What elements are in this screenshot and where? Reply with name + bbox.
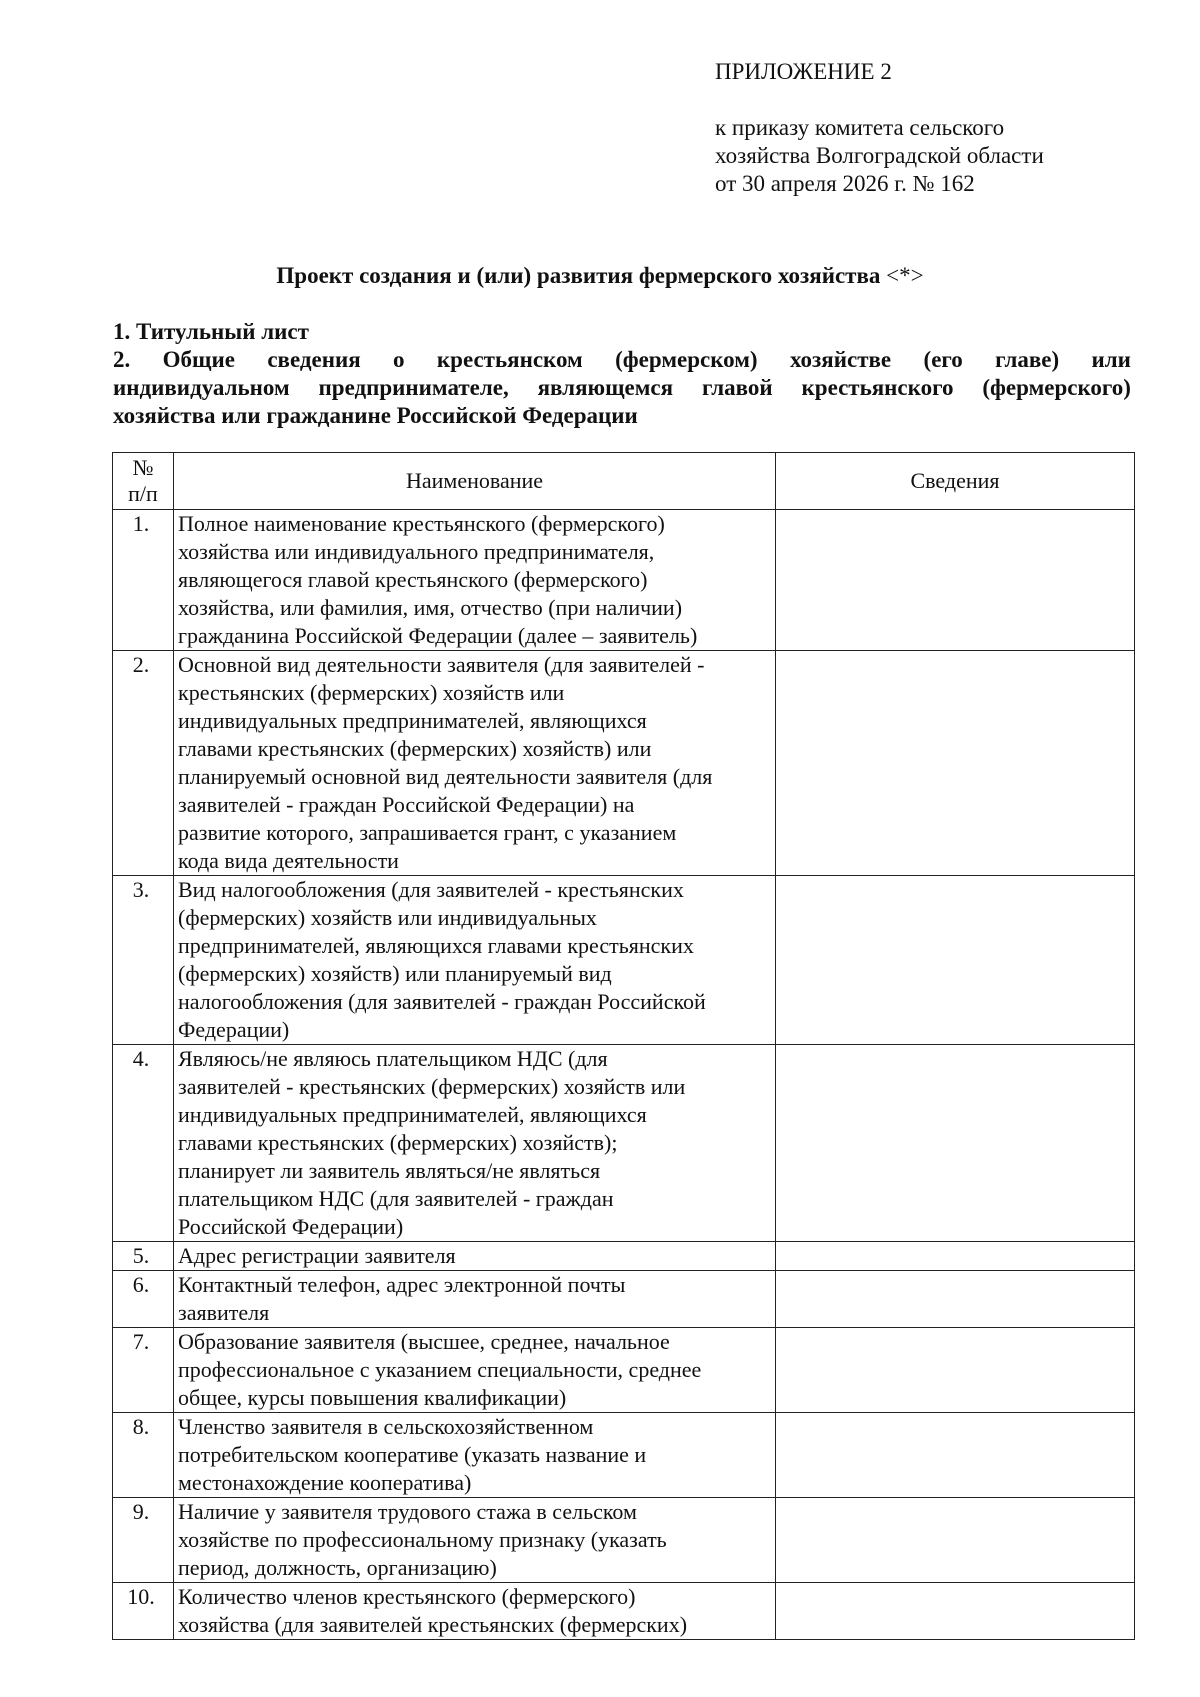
table-row: [113, 1045, 1135, 1242]
row-name-line: профессиональное с указанием специальности, среднее: [178, 1357, 702, 1382]
heading-word: индивидуальном: [113, 375, 290, 400]
row-name-line: Вид налогообложения (для заявителей - крестьянских: [178, 877, 684, 902]
row-name-line: индивидуальных предпринимателей, являющихся: [178, 1102, 647, 1127]
row-name-line: плательщиком НДС (для заявителей - граждан: [178, 1186, 614, 1211]
row-value-cell[interactable]: [776, 1413, 1135, 1498]
row-number: 2.: [113, 651, 174, 876]
row-name-line: развитие которого, запрашивается грант, с указанием: [178, 820, 677, 845]
row-name-line: Членство заявителя в сельскохозяйственном: [178, 1414, 594, 1439]
row-name-line: Наличие у заявителя трудового стажа в сельском: [178, 1499, 637, 1524]
table-row: [113, 1413, 1135, 1498]
row-number: 8.: [113, 1413, 174, 1498]
appendix-line: от 30 апреля 2026 г. № 162: [715, 171, 975, 196]
row-name-line: хозяйстве по профессиональному признаку (указать: [178, 1527, 667, 1552]
table-row: [113, 1583, 1135, 1640]
document-title-footnote-mark: <*>: [886, 263, 924, 288]
row-name-line: (фермерских) хозяйств) или планируемый вид: [178, 961, 612, 986]
column-header-number-line: п/п: [128, 481, 158, 506]
row-name-line: главами крестьянских (фермерских) хозяйств);: [178, 1130, 618, 1155]
heading-word: или: [1091, 347, 1131, 372]
heading-word: 2.: [113, 347, 131, 372]
row-name-line: кода вида деятельности: [178, 848, 399, 873]
row-value-cell[interactable]: [776, 1242, 1135, 1271]
row-name: [174, 1242, 776, 1271]
column-header-name: Наименование: [174, 453, 776, 510]
row-number: 10.: [113, 1583, 174, 1640]
appendix-line: к приказу комитета сельского: [715, 115, 1005, 140]
row-name-line: Федерации): [178, 1017, 290, 1042]
row-name-line: планирует ли заявитель являться/не являться: [178, 1158, 601, 1183]
heading-word: хозяйства или гражданине Российской Федерации: [113, 403, 638, 428]
row-name: [174, 1045, 776, 1242]
section-heading-2-line: [113, 374, 1131, 402]
row-name: [174, 1413, 776, 1498]
row-value-cell[interactable]: [776, 510, 1135, 651]
row-number: 7.: [113, 1328, 174, 1413]
table-body: [113, 510, 1135, 1640]
row-name-line: крестьянских (фермерских) хозяйств или: [178, 680, 565, 705]
row-name-line: Российской Федерации): [178, 1214, 404, 1239]
row-name-line: Полное наименование крестьянского (фермерского): [178, 511, 665, 536]
heading-word: (фермерском): [615, 347, 758, 372]
row-name-line: заявителя: [178, 1300, 270, 1325]
heading-word: крестьянского: [801, 375, 954, 400]
row-name-line: являющегося главой крестьянского (фермерского): [178, 567, 648, 592]
section-heading-2: [113, 346, 1131, 430]
row-value-cell[interactable]: [776, 651, 1135, 876]
heading-word: Общие: [162, 347, 235, 372]
table-row: [113, 876, 1135, 1045]
table-row: [113, 651, 1135, 876]
appendix-title: ПРИЛОЖЕНИЕ 2: [715, 59, 892, 84]
appendix-line: хозяйства Волгоградской области: [715, 143, 1044, 168]
row-name-line: местонахождение кооператива): [178, 1470, 472, 1495]
heading-word: (фермерского): [982, 375, 1131, 400]
row-value-cell[interactable]: [776, 1271, 1135, 1328]
row-number: 3.: [113, 876, 174, 1045]
heading-word: предпринимателе,: [318, 375, 509, 400]
section-heading-2-line: [113, 346, 1131, 374]
row-name-line: период, должность, организацию): [178, 1555, 497, 1580]
row-number: 4.: [113, 1045, 174, 1242]
row-number: 6.: [113, 1271, 174, 1328]
row-name-line: общее, курсы повышения квалификации): [178, 1385, 567, 1410]
row-name-line: заявителей - граждан Российской Федерации) на: [178, 792, 635, 817]
column-header-number-line: №: [132, 455, 154, 480]
heading-word: хозяйстве: [789, 347, 892, 372]
column-header-number: [113, 453, 174, 510]
row-name-line: главами крестьянских (фермерских) хозяйств) или: [178, 736, 652, 761]
row-name-line: планируемый основной вид деятельности заявителя (для: [178, 764, 713, 789]
row-name-line: хозяйства (для заявителей крестьянских (фермерских): [178, 1612, 688, 1637]
appendix-block: [715, 58, 1044, 198]
row-number: 5.: [113, 1242, 174, 1271]
document-title-text: Проект создания и (или) развития фермерского хозяйства: [276, 263, 881, 288]
row-number: 1.: [113, 510, 174, 651]
row-name-line: потребительском кооперативе (указать название и: [178, 1442, 647, 1467]
row-name-line: Количество членов крестьянского (фермерского): [178, 1584, 636, 1609]
row-name-line: предпринимателей, являющихся главами крестьянских: [178, 933, 694, 958]
table-header-row: [113, 453, 1135, 510]
row-name: [174, 1498, 776, 1583]
row-name-line: гражданина Российской Федерации (далее – заявитель): [178, 623, 698, 648]
row-name-line: хозяйства или индивидуального предпринимателя,: [178, 539, 655, 564]
table-row: [113, 1271, 1135, 1328]
row-name-line: Основной вид деятельности заявителя (для заявителей -: [178, 652, 705, 677]
table-row: [113, 1328, 1135, 1413]
heading-word: о: [393, 347, 405, 372]
row-name-line: индивидуальных предпринимателей, являющихся: [178, 708, 647, 733]
row-name-line: Являюсь/не являюсь плательщиком НДС (для: [178, 1046, 608, 1071]
document-title: [0, 262, 1200, 290]
row-name-line: (фермерских) хозяйств или индивидуальных: [178, 905, 597, 930]
heading-word: (его: [923, 347, 963, 372]
row-name-line: Адрес регистрации заявителя: [178, 1243, 456, 1268]
heading-word: главе): [995, 347, 1060, 372]
row-name-line: заявителей - крестьянских (фермерских) хозяйств или: [178, 1074, 686, 1099]
row-name-line: хозяйства, или фамилия, имя, отчество (при наличии): [178, 595, 683, 620]
row-name-line: Образование заявителя (высшее, среднее, начальное: [178, 1329, 670, 1354]
row-name: [174, 1271, 776, 1328]
row-name-line: налогообложения (для заявителей - граждан Российской: [178, 989, 706, 1014]
heading-word: сведения: [267, 347, 361, 372]
applicant-info-table: [112, 452, 1135, 1640]
row-name: [174, 1328, 776, 1413]
table-row: [113, 1242, 1135, 1271]
section-heading-1: 1. Титульный лист: [113, 319, 309, 344]
row-number: 9.: [113, 1498, 174, 1583]
row-value-cell[interactable]: [776, 1045, 1135, 1242]
row-value-cell[interactable]: [776, 876, 1135, 1045]
heading-word: крестьянском: [436, 347, 583, 372]
row-name: [174, 510, 776, 651]
row-value-cell[interactable]: [776, 1328, 1135, 1413]
table-row: [113, 1498, 1135, 1583]
row-name-line: Контактный телефон, адрес электронной почты: [178, 1272, 626, 1297]
heading-word: являющемся: [537, 375, 674, 400]
section-heading-2-line: [113, 402, 1131, 430]
row-value-cell[interactable]: [776, 1498, 1135, 1583]
column-header-value: Сведения: [776, 453, 1135, 510]
row-name: [174, 651, 776, 876]
heading-word: главой: [701, 375, 773, 400]
row-name: [174, 1583, 776, 1640]
row-value-cell[interactable]: [776, 1583, 1135, 1640]
row-name: [174, 876, 776, 1045]
table-row: [113, 510, 1135, 651]
